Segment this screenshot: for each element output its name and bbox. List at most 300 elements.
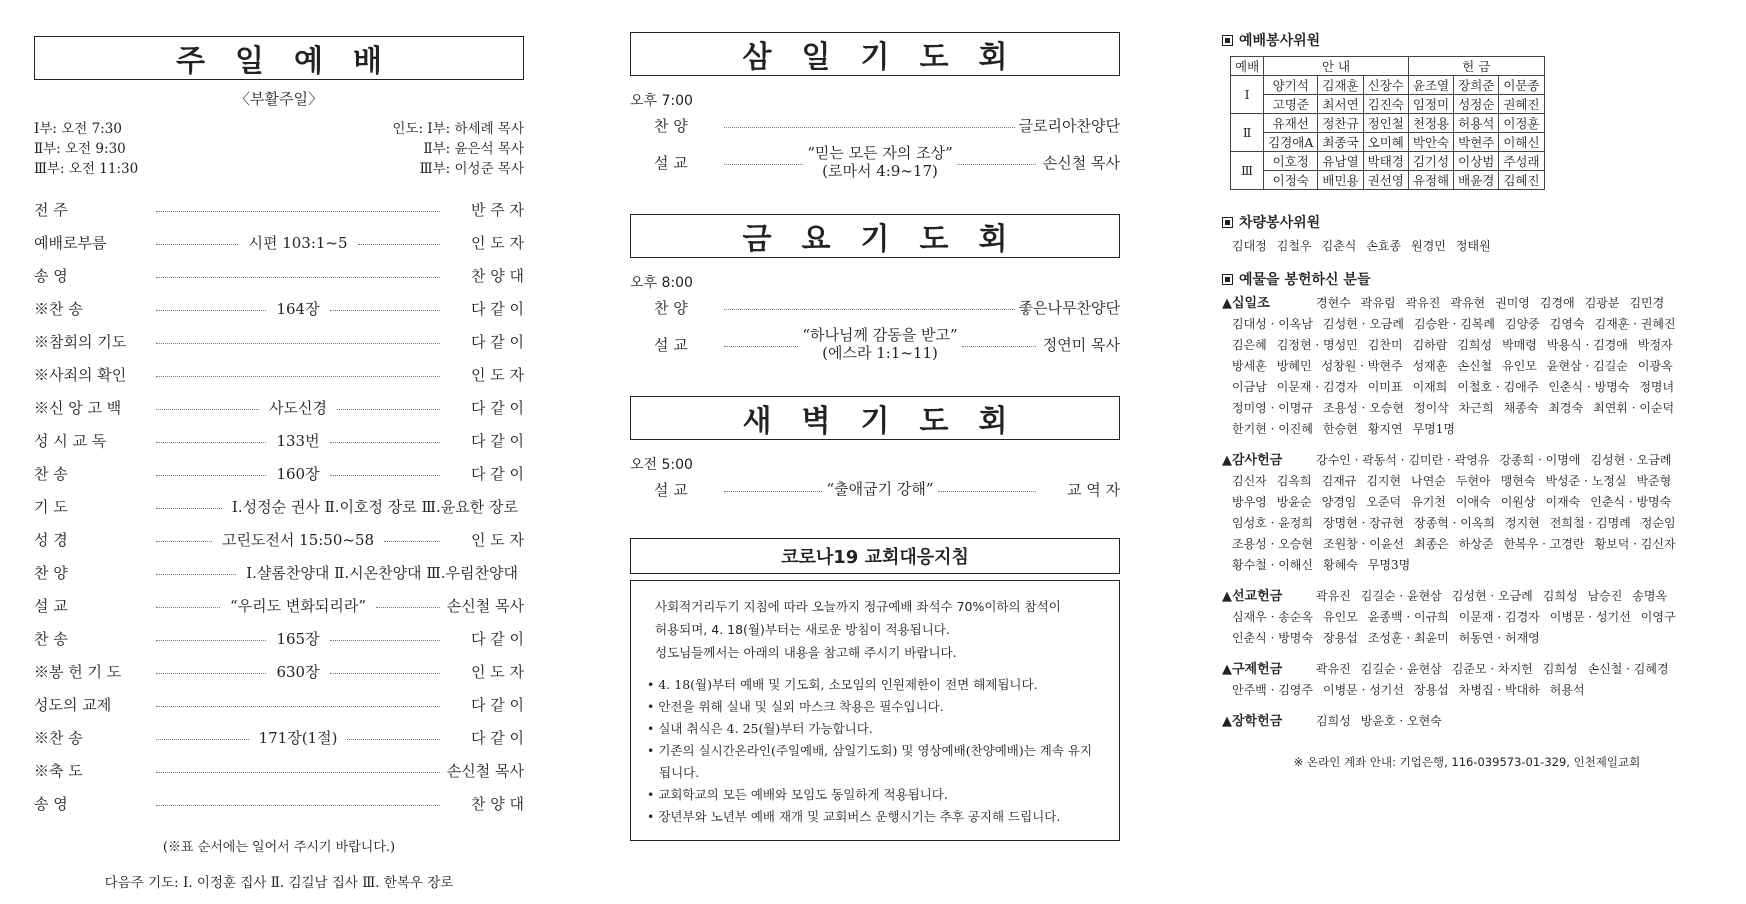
donor-name: 정순임 [1640, 516, 1676, 530]
offering-first-row [1222, 450, 1712, 471]
prayer-meetings-column [630, 0, 1120, 841]
donor-name: 박정자 [1637, 338, 1673, 352]
dot-leader [156, 541, 212, 542]
donor-name: 김경애 [1539, 296, 1575, 310]
name-cell: 김진숙 [1363, 95, 1408, 114]
order-row [34, 358, 524, 391]
service-cell: Ⅰ [1231, 76, 1264, 114]
donor-name: 황보덕 · 김신자 [1594, 537, 1676, 551]
order-item-leader: 반 주 자 [470, 201, 524, 219]
dot-leader [337, 409, 440, 410]
service-time-3: Ⅲ부: 오전 11:30 [34, 161, 139, 177]
offering-category-label: ▲십일조 [1222, 296, 1270, 311]
donor-name: 김희성 [1542, 662, 1578, 676]
donor-name: 김성현 · 오금례 [1590, 453, 1672, 467]
name-cell: 김경애A [1264, 133, 1318, 152]
program-title: “믿는 모든 자의 조상” [807, 144, 953, 162]
donor-name: 허용석 [1549, 683, 1585, 697]
dot-leader [358, 244, 440, 245]
order-row [34, 424, 524, 457]
donor-name: 전희철 · 김명례 [1549, 516, 1631, 530]
dot-leader [156, 475, 266, 476]
order-row [34, 226, 524, 259]
donor-name: 이애숙 [1455, 495, 1491, 509]
donor-name: 장용섭 [1414, 683, 1449, 697]
service-cell: Ⅱ [1231, 114, 1264, 152]
offering-first-row [1222, 586, 1712, 607]
order-row [34, 721, 524, 754]
donor-name: 유인모 [1323, 610, 1358, 624]
donor-line [1222, 356, 1712, 377]
header-cell-usher: 안 내 [1264, 57, 1409, 76]
donor-name: 강수인 · 곽동석 · 김미란 · 곽영유 [1316, 453, 1490, 467]
volunteers-column [1222, 0, 1712, 770]
order-item-label: 기 도 [34, 498, 68, 516]
donor-name: 최종은 [1414, 537, 1449, 551]
order-item-leader: 다 같 이 [470, 300, 524, 318]
order-row [34, 688, 524, 721]
donor-line [1222, 534, 1712, 555]
next-week-prayer: 다음주 기도: Ⅰ. 이정훈 집사 Ⅱ. 김길남 집사 Ⅲ. 한복우 장로 [104, 875, 454, 891]
order-row [34, 292, 524, 325]
table-row [1231, 171, 1545, 190]
name-cell: 권혜진 [1499, 95, 1544, 114]
order-item-label: ※찬 송 [34, 729, 83, 747]
order-item-leader: 인 도 자 [470, 663, 524, 681]
name-cell: 유재선 [1264, 114, 1318, 133]
donor-name: 김길순 · 윤현삼 [1360, 589, 1442, 603]
donor-line [1222, 398, 1712, 419]
name-cell: 박태경 [1363, 152, 1408, 171]
service-leader-2: Ⅱ부: 윤은석 목사 [423, 141, 524, 157]
offering-category [1222, 659, 1712, 701]
dot-leader [724, 309, 1015, 310]
dot-leader [376, 607, 440, 608]
donor-name: 방세훈 [1232, 359, 1267, 373]
order-item-label: 전 주 [34, 201, 68, 219]
dot-leader [724, 127, 1015, 128]
order-row [34, 193, 524, 226]
dot-leader [156, 409, 259, 410]
offerings-list [1222, 293, 1712, 732]
volunteer-name: 손효종 [1366, 239, 1402, 253]
name-cell: 정인철 [1363, 114, 1408, 133]
order-item-label: 예배로부름 [34, 234, 107, 252]
program-leader: 손신철 목사 [1042, 153, 1120, 172]
order-item-leader: 다 같 이 [470, 465, 524, 483]
name-cell: 박안숙 [1408, 133, 1453, 152]
donor-line [1222, 513, 1712, 534]
donor-name: 양경임 [1321, 495, 1357, 509]
offerings-title: 예물을 봉헌하신 분들 [1239, 272, 1371, 288]
table-row [1231, 114, 1545, 133]
donor-name: 손신철 [1457, 359, 1493, 373]
header-cell-service: 예배 [1231, 57, 1264, 76]
program-scripture: (에스라 1:1~11) [822, 344, 938, 362]
donor-name: 김길순 · 윤현삼 [1360, 662, 1442, 676]
dot-leader [156, 640, 266, 641]
donor-name: 곽유림 [1360, 296, 1396, 310]
donor-names [1316, 293, 1712, 314]
donor-name: 김정현 · 명성민 [1276, 338, 1358, 352]
order-item-leader: 다 같 이 [471, 729, 525, 747]
name-cell: 배윤경 [1454, 171, 1499, 190]
volunteer-name: 김철우 [1276, 239, 1312, 253]
service-leader-1: 인도: Ⅰ부: 하세례 목사 [392, 121, 524, 137]
name-cell: 허용석 [1454, 114, 1499, 133]
dot-leader [156, 376, 440, 377]
order-item-label: 성 시 교 독 [34, 432, 107, 450]
donor-name: 김재규 [1321, 474, 1357, 488]
donor-name: 김성현 · 오금례 [1451, 589, 1533, 603]
order-item-detail: Ⅰ.성정순 권사 Ⅱ.이호정 장로 Ⅲ.윤요한 장로 [231, 498, 518, 516]
order-item-detail: 133번 [276, 432, 320, 450]
donor-name: 박준형 [1636, 474, 1672, 488]
donor-name: 박용식 · 김경애 [1546, 338, 1628, 352]
name-cell: 장희준 [1454, 76, 1499, 95]
worship-committee-title: 예배봉사위원 [1239, 33, 1321, 49]
order-item-detail: “우리도 변화되리라” [229, 597, 367, 615]
donor-line [1222, 377, 1712, 398]
donor-name: 채종숙 [1503, 401, 1539, 415]
order-item-detail: 시편 103:1~5 [248, 234, 348, 252]
donor-name: 황지연 [1367, 422, 1403, 436]
donor-name: 한복우 · 고경란 [1503, 537, 1585, 551]
dot-leader [156, 772, 440, 773]
name-cell: 성정순 [1454, 95, 1499, 114]
corona-guideline-title: 코로나19 교회대응지침 [630, 538, 1120, 574]
order-item-leader: 손신철 목사 [446, 597, 524, 615]
donor-name: 정지현 [1505, 516, 1540, 530]
donor-name: 김광분 [1584, 296, 1620, 310]
worship-committee-table [1230, 56, 1545, 190]
dot-leader [156, 343, 440, 344]
name-cell: 권선영 [1363, 171, 1408, 190]
corona-intro-line: 성도님들께서는 아래의 내용을 참고해 주시기 바랍니다. [655, 645, 957, 660]
donor-name: 박성준 · 노정실 [1545, 474, 1627, 488]
donor-name: 성재훈 [1412, 359, 1448, 373]
order-item-label: ※참회의 기도 [34, 333, 127, 351]
corona-guideline-box [630, 580, 1120, 841]
donor-name: 이병문 · 성기선 [1549, 610, 1631, 624]
corona-intro-line: 허용되며, 4. 18(월)부터는 새로운 방침이 적용됩니다. [655, 622, 950, 637]
order-item-leader: 인 도 자 [471, 531, 525, 549]
donor-name: 성창원 · 박현주 [1321, 359, 1403, 373]
donor-name: 무명3명 [1367, 558, 1411, 572]
order-row [34, 457, 524, 490]
friday-program [630, 292, 1120, 366]
donor-name: 인춘식 · 방명숙 [1590, 495, 1672, 509]
table-header-row [1231, 57, 1545, 76]
offering-category [1222, 450, 1712, 576]
offering-category [1222, 293, 1712, 440]
donor-name: 나연순 [1411, 474, 1446, 488]
offering-first-row [1222, 659, 1712, 680]
donor-name: 조용성 · 오승현 [1232, 537, 1313, 551]
wednesday-time: 오후 7:00 [630, 93, 693, 109]
order-row [34, 589, 524, 622]
donor-name: 손신철 · 김혜경 [1587, 662, 1669, 676]
order-row [34, 325, 524, 358]
sunday-worship-title: 주일예배 [34, 36, 524, 80]
name-cell: 천정용 [1408, 114, 1453, 133]
order-item-label: 찬 양 [34, 564, 68, 582]
service-leader-list [392, 119, 524, 179]
vehicle-committee-heading [1222, 212, 1712, 232]
dot-leader [156, 706, 440, 707]
order-row [34, 754, 524, 787]
program-row [630, 110, 1120, 140]
dot-leader [330, 442, 440, 443]
donor-name: 이원상 [1500, 495, 1536, 509]
program-row [630, 474, 1120, 504]
name-cell: 이문종 [1499, 76, 1544, 95]
program-label: 찬 양 [654, 298, 688, 317]
order-item-leader: 손신철 목사 [446, 762, 524, 780]
donor-name: 송명옥 [1632, 589, 1668, 603]
name-cell: 배민용 [1318, 171, 1363, 190]
corona-guideline-list [647, 674, 1103, 828]
donor-name: 정미영 · 이명규 [1232, 401, 1313, 415]
donor-name: 김찬미 [1367, 338, 1403, 352]
order-item-detail: 160장 [276, 465, 320, 483]
service-leader-3: Ⅲ부: 이성준 목사 [419, 161, 524, 177]
program-detail [802, 326, 957, 362]
square-bullet-icon [1222, 217, 1233, 228]
donor-name: 김희성 [1542, 589, 1578, 603]
order-item-label: ※신 앙 고 백 [34, 399, 122, 417]
volunteer-name: 김춘식 [1321, 239, 1357, 253]
program-label: 찬 양 [654, 116, 688, 135]
order-item-label: ※찬 송 [34, 300, 83, 318]
service-time-2: Ⅱ부: 오전 9:30 [34, 141, 126, 157]
dot-leader [156, 739, 249, 740]
dot-leader [156, 244, 238, 245]
program-label: 설 교 [654, 480, 688, 499]
program-title: “하나님께 감동을 받고” [802, 326, 958, 344]
donor-name: 최연휘 · 이순덕 [1593, 401, 1675, 415]
program-leader: 글로리아찬양단 [1018, 116, 1120, 135]
guideline-item: • 4. 18(월)부터 예배 및 기도회, 소모임의 인원제한이 전면 해제됩니다. [647, 677, 1038, 692]
order-item-leader: 다 같 이 [470, 399, 524, 417]
donor-name: 김하람 [1412, 338, 1448, 352]
name-cell: 고명준 [1264, 95, 1318, 114]
program-row [630, 322, 1120, 366]
sunday-subtitle: 〈부활주일〉 [235, 90, 323, 108]
program-title: “출애굽기 강해” [826, 480, 934, 498]
donor-name: 황수철 · 이해신 [1232, 558, 1313, 572]
wednesday-title: 삼일기도회 [630, 32, 1120, 76]
donor-name: 허동연 · 허재영 [1458, 631, 1540, 645]
dot-leader [156, 607, 220, 608]
order-item-label: 송 영 [34, 795, 68, 813]
table-row [1231, 95, 1545, 114]
donor-name: 하상준 [1458, 537, 1494, 551]
service-time-1: Ⅰ부: 오전 7:30 [34, 121, 122, 137]
name-cell: 오미혜 [1363, 133, 1408, 152]
donor-name: 경현수 [1316, 296, 1351, 310]
volunteer-name: 원경민 [1411, 239, 1446, 253]
program-row [630, 140, 1120, 184]
order-row [34, 391, 524, 424]
program-leader: 좋은나무찬양단 [1018, 298, 1120, 317]
donor-name: 무명1명 [1412, 422, 1455, 436]
donor-name: 두현아 [1455, 474, 1491, 488]
dot-leader [938, 491, 1036, 492]
name-cell: 김혜진 [1499, 171, 1544, 190]
order-item-detail: 165장 [276, 630, 320, 648]
donor-name: 김준모 · 차지헌 [1451, 662, 1533, 676]
donor-name: 한승현 [1323, 422, 1358, 436]
online-account-info: ※ 온라인 계좌 안내: 기업은행, 116-039573-01-329, 인천제일교회 [1293, 755, 1641, 769]
donor-name: 곽유진 [1405, 296, 1441, 310]
order-item-detail: 630장 [276, 663, 320, 681]
offerings-heading [1222, 269, 1712, 289]
name-cell: 최서연 [1318, 95, 1363, 114]
order-row [34, 622, 524, 655]
dot-leader [330, 310, 440, 311]
standing-note: (※표 순서에는 일어서 주시기 바랍니다.) [162, 840, 396, 855]
wednesday-program [630, 110, 1120, 184]
order-item-label: ※축 도 [34, 762, 83, 780]
offering-category-label: ▲감사헌금 [1222, 453, 1283, 468]
name-cell: 김재훈 [1318, 76, 1363, 95]
dot-leader [156, 673, 266, 674]
donor-line [1222, 419, 1712, 440]
table-row [1231, 76, 1545, 95]
name-cell: 주성래 [1499, 152, 1544, 171]
order-item-label: 찬 송 [34, 465, 68, 483]
donor-name: 인춘식 · 방명숙 [1232, 631, 1313, 645]
corona-intro-line: 사회적거리두기 지침에 따라 오늘까지 정규예배 좌석수 70%이하의 참석이 [655, 599, 1061, 614]
donor-name: 남승진 [1587, 589, 1623, 603]
order-item-detail: 164장 [276, 300, 320, 318]
donor-line [1222, 335, 1712, 356]
dot-leader [347, 739, 440, 740]
donor-name: 김옥희 [1276, 474, 1312, 488]
donor-line [1222, 314, 1712, 335]
donor-name: 최경숙 [1548, 401, 1584, 415]
donor-name: 장명현 · 장규현 [1323, 516, 1404, 530]
name-cell: 유남열 [1318, 152, 1363, 171]
vehicle-committee-title: 차량봉사위원 [1239, 215, 1321, 231]
guideline-item: • 안전을 위해 실내 및 실외 마스크 착용은 필수입니다. [647, 699, 944, 714]
dot-leader [962, 346, 1036, 347]
donor-name: 곽유진 [1316, 589, 1351, 603]
donor-name: 심재우 · 송순옥 [1232, 610, 1313, 624]
donor-name: 김은혜 [1232, 338, 1267, 352]
order-item-detail: 고린도전서 15:50~58 [221, 531, 375, 549]
donor-name: 맹현숙 [1500, 474, 1536, 488]
square-bullet-icon [1222, 274, 1233, 285]
dot-leader [330, 475, 440, 476]
table-row [1231, 133, 1545, 152]
name-cell: 신장수 [1363, 76, 1408, 95]
donor-name: 김지현 [1366, 474, 1402, 488]
order-item-label: 송 영 [34, 267, 68, 285]
order-item-detail: 171장(1절) [258, 729, 338, 747]
volunteer-name: 김대정 [1232, 239, 1267, 253]
donor-line [1222, 607, 1712, 628]
order-row [34, 490, 524, 523]
donor-name: 오준덕 [1366, 495, 1402, 509]
order-item-leader: 다 같 이 [470, 696, 524, 714]
program-scripture: (로마서 4:9~17) [822, 162, 938, 180]
donor-line [1222, 492, 1712, 513]
order-item-leader: 찬 양 대 [470, 267, 524, 285]
dot-leader [156, 442, 266, 443]
donor-name: 황혜숙 [1323, 558, 1358, 572]
sunday-worship-column [34, 0, 524, 891]
donor-name: 김희성 [1457, 338, 1493, 352]
order-item-label: 성도의 교제 [34, 696, 112, 714]
donor-name: 김신자 [1232, 474, 1267, 488]
dot-leader [724, 346, 798, 347]
order-row [34, 787, 524, 820]
donor-line [1222, 628, 1712, 649]
name-cell: 이상범 [1454, 152, 1499, 171]
donor-name: 이재희 [1412, 380, 1448, 394]
order-row [34, 556, 524, 589]
name-cell: 김기성 [1408, 152, 1453, 171]
dawn-title: 새벽기도회 [630, 396, 1120, 440]
name-cell: 윤조열 [1408, 76, 1453, 95]
donor-name: 이미표 [1367, 380, 1403, 394]
dot-leader [156, 805, 440, 806]
donor-name: 방우영 [1232, 495, 1267, 509]
donor-name: 윤현삼 · 김길순 [1546, 359, 1628, 373]
name-cell: 박현주 [1454, 133, 1499, 152]
donor-name: 방윤호 · 오현숙 [1360, 714, 1442, 728]
donor-name: 인춘식 · 방명숙 [1548, 380, 1630, 394]
donor-name: 곽유진 [1316, 662, 1351, 676]
donor-name: 차병집 · 박대하 [1458, 683, 1540, 697]
donor-name: 김성현 · 오금례 [1323, 317, 1404, 331]
donor-name: 안주백 · 김영주 [1232, 683, 1313, 697]
donor-name: 이광옥 [1637, 359, 1673, 373]
donor-name: 이문재 · 김경자 [1276, 380, 1358, 394]
dot-leader [330, 640, 440, 641]
guideline-item: • 기존의 실시간온라인(주일예배, 삼일기도회) 및 영상예배(찬양예배)는 계속 유지됩니다. [647, 743, 1093, 780]
order-item-leader: 다 같 이 [470, 432, 524, 450]
donor-name: 조성훈 · 최윤미 [1367, 631, 1449, 645]
order-row [34, 655, 524, 688]
name-cell: 이호정 [1264, 152, 1318, 171]
guideline-item: • 장년부와 노년부 예배 재개 및 교회버스 운행시기는 추후 공지해 드립니다. [647, 809, 1061, 824]
donor-name: 이병문 · 성기선 [1323, 683, 1404, 697]
worship-committee-heading [1222, 30, 1712, 50]
name-cell: 유정해 [1408, 171, 1453, 190]
donor-name: 김민경 [1629, 296, 1665, 310]
program-label: 설 교 [654, 335, 688, 354]
dot-leader [384, 541, 440, 542]
donor-name: 이재숙 [1545, 495, 1581, 509]
vehicle-committee-names [1222, 236, 1712, 257]
table-row [1231, 152, 1545, 171]
donor-name: 권미영 [1495, 296, 1530, 310]
order-row [34, 259, 524, 292]
order-item-leader: 다 같 이 [470, 630, 524, 648]
dot-leader [330, 673, 440, 674]
donor-names [1316, 450, 1712, 471]
donor-line [1222, 555, 1712, 576]
program-leader: 정연미 목사 [1042, 335, 1121, 354]
name-cell: 양기석 [1264, 76, 1318, 95]
donor-line [1222, 680, 1712, 701]
donor-name: 정명녀 [1639, 380, 1675, 394]
donor-names [1316, 659, 1712, 680]
donor-name: 조용성 · 오승현 [1323, 401, 1404, 415]
